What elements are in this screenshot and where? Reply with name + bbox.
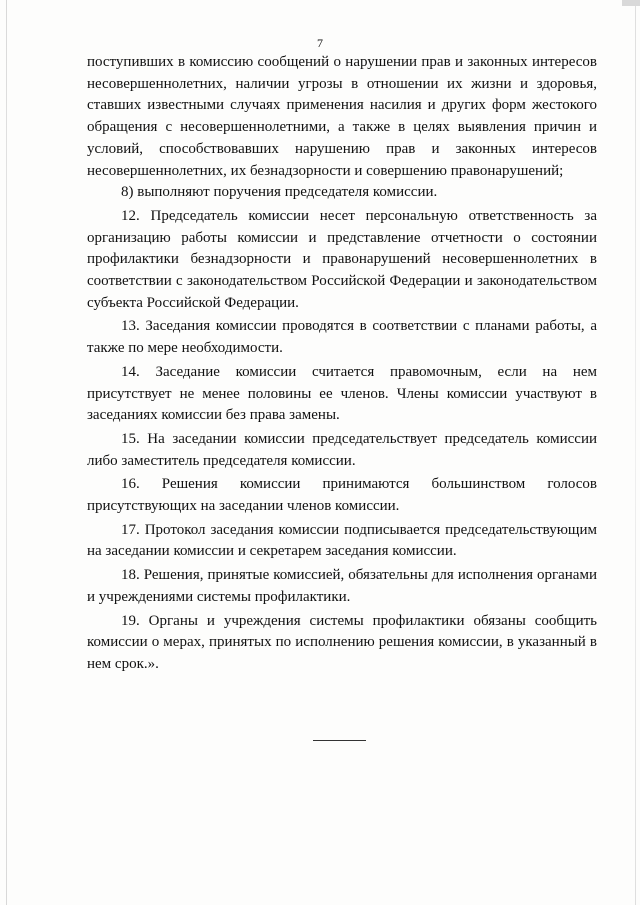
scan-edge-right bbox=[635, 0, 636, 905]
paragraph-12: 12. Председатель комиссии несет персональную ответственность за организацию работы комиссии и представление отчетности о состоянии профилактики безнадзорности и правонарушений несовершеннолетних в соответствии с законодательством Российской Федерации и законодательством субъекта Российской Федерации. bbox=[87, 207, 597, 311]
paragraph-16: 16. Решения комиссии принимаются большинством голосов присутствующих на заседании членов комиссии. bbox=[87, 476, 597, 515]
paragraph-continuation: поступивших в комиссию сообщений о нарушении прав и законных интересов несовершеннолетних, наличии угрозы в отношении их жизни и здоровья, ставших известными случаях применения насилия и других форм жестокого обращения с несовершеннолетними, а также в целях выявления причин и условий, способствовавших нарушению прав и законных интересов несовершеннолетних, их безнадзорности и совершению правонарушений; bbox=[87, 54, 597, 179]
scan-edge-left bbox=[6, 0, 7, 905]
document-body bbox=[87, 52, 597, 676]
paragraph-15: 15. На заседании комиссии председательствует председатель комиссии либо заместитель председателя комиссии. bbox=[87, 430, 597, 469]
page-number: 7 bbox=[317, 36, 323, 50]
paragraph-18: 18. Решения, принятые комиссией, обязательны для исполнения органами и учреждениями системы профилактики. bbox=[87, 567, 597, 605]
paragraph-19: 19. Органы и учреждения системы профилактики обязаны сообщить комиссии о мерах, принятых по исполнению решения комиссии, в указанный в нем срок.». bbox=[87, 612, 597, 672]
paragraph-13: 13. Заседания комиссии проводятся в соответствии с планами работы, а также по мере необходимости. bbox=[87, 318, 597, 357]
paragraph-14: 14. Заседание комиссии считается правомочным, если на нем присутствует не менее половины ее членов. Члены комиссии участвуют в заседаниях комиссии без права замены. bbox=[87, 363, 597, 424]
paragraph-17: 17. Протокол заседания комиссии подписывается председательствующим на заседании комиссии и секретарем заседания комиссии. bbox=[87, 521, 597, 560]
paragraph-item-8: 8) выполняют поручения председателя комиссии. bbox=[121, 184, 438, 201]
scan-edge-corner bbox=[622, 0, 640, 6]
closing-divider bbox=[313, 740, 366, 741]
